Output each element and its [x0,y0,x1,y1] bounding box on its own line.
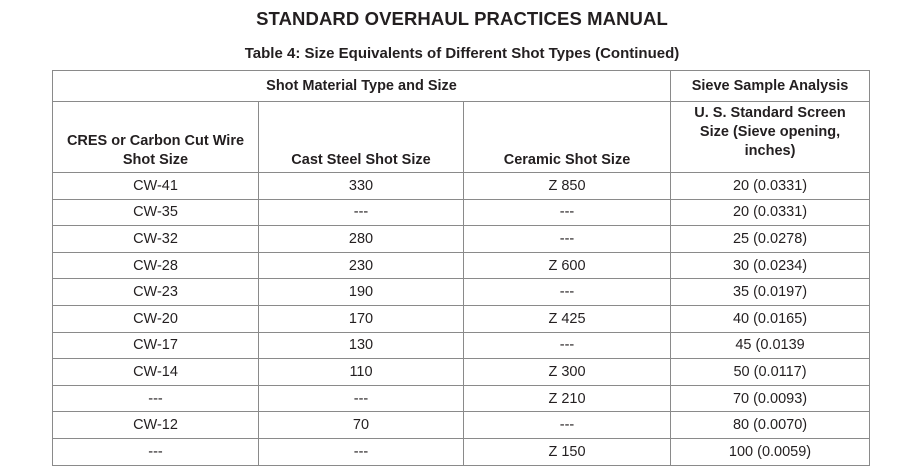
sieve-cell: 30 (0.0234) [671,252,870,279]
cres-cell: CW-41 [53,173,259,200]
ceramic-cell: Z 850 [464,173,671,200]
ceramic-cell: Z 600 [464,252,671,279]
cast-steel-column-header: Cast Steel Shot Size [259,102,464,173]
cast-steel-cell: 110 [259,359,464,386]
ceramic-cell: Z 300 [464,359,671,386]
cres-header-line1: CRES or Carbon Cut Wire [66,133,245,149]
table-body [53,173,870,466]
table-row [53,332,870,359]
table-row [53,226,870,253]
sieve-cell: 35 (0.0197) [671,279,870,306]
cres-cell: CW-17 [53,332,259,359]
ceramic-column-header: Ceramic Shot Size [464,102,671,173]
table-row [53,173,870,200]
ceramic-cell: --- [464,199,671,226]
cast-steel-cell: 330 [259,173,464,200]
ceramic-cell: Z 425 [464,305,671,332]
cres-cell: CW-35 [53,199,259,226]
table-row [53,359,870,386]
cast-steel-cell: 170 [259,305,464,332]
ceramic-cell: --- [464,226,671,253]
sieve-cell: 80 (0.0070) [671,412,870,439]
cres-cell: CW-23 [53,279,259,306]
table-row [53,438,870,465]
sieve-cell: 25 (0.0278) [671,226,870,253]
cres-cell: CW-20 [53,305,259,332]
shot-size-table [52,70,870,466]
ceramic-cell: Z 210 [464,385,671,412]
cres-cell: CW-32 [53,226,259,253]
sieve-cell: 20 (0.0331) [671,199,870,226]
cast-steel-cell: --- [259,199,464,226]
table-row [53,385,870,412]
cres-cell: CW-28 [53,252,259,279]
ceramic-cell: --- [464,412,671,439]
cast-steel-cell: 190 [259,279,464,306]
table-caption: Table 4: Size Equivalents of Different Shot Types (Continued) [244,45,680,62]
cres-cell: CW-12 [53,412,259,439]
cres-cell: --- [53,385,259,412]
table-row [53,252,870,279]
sieve-column-header [671,102,870,173]
cast-steel-cell: --- [259,438,464,465]
sieve-cell: 20 (0.0331) [671,173,870,200]
sieve-cell: 50 (0.0117) [671,359,870,386]
table-row [53,199,870,226]
sieve-cell: 70 (0.0093) [671,385,870,412]
cres-column-header [53,102,259,173]
sieve-cell: 45 (0.0139 [671,332,870,359]
table-row [53,305,870,332]
sieve-header-line1: U. S. Standard Screen [694,105,846,121]
shot-material-group-header: Shot Material Type and Size [53,71,671,102]
manual-title: STANDARD OVERHAUL PRACTICES MANUAL [256,8,668,29]
cast-steel-cell: 230 [259,252,464,279]
ceramic-cell: Z 150 [464,438,671,465]
group-header-row [53,71,870,102]
column-header-row [53,102,870,173]
table-row [53,279,870,306]
sieve-cell: 100 (0.0059) [671,438,870,465]
ceramic-cell: --- [464,279,671,306]
cast-steel-cell: --- [259,385,464,412]
cast-steel-cell: 130 [259,332,464,359]
cres-cell: CW-14 [53,359,259,386]
cast-steel-cell: 280 [259,226,464,253]
cres-cell: --- [53,438,259,465]
ceramic-cell: --- [464,332,671,359]
sieve-header-line2: Size (Sieve opening, [699,124,841,140]
sieve-analysis-group-header: Sieve Sample Analysis [671,71,870,102]
cres-header-line2: Shot Size [122,152,189,168]
table-row [53,412,870,439]
sieve-cell: 40 (0.0165) [671,305,870,332]
sieve-header-line3: inches) [744,143,796,159]
cast-steel-cell: 70 [259,412,464,439]
